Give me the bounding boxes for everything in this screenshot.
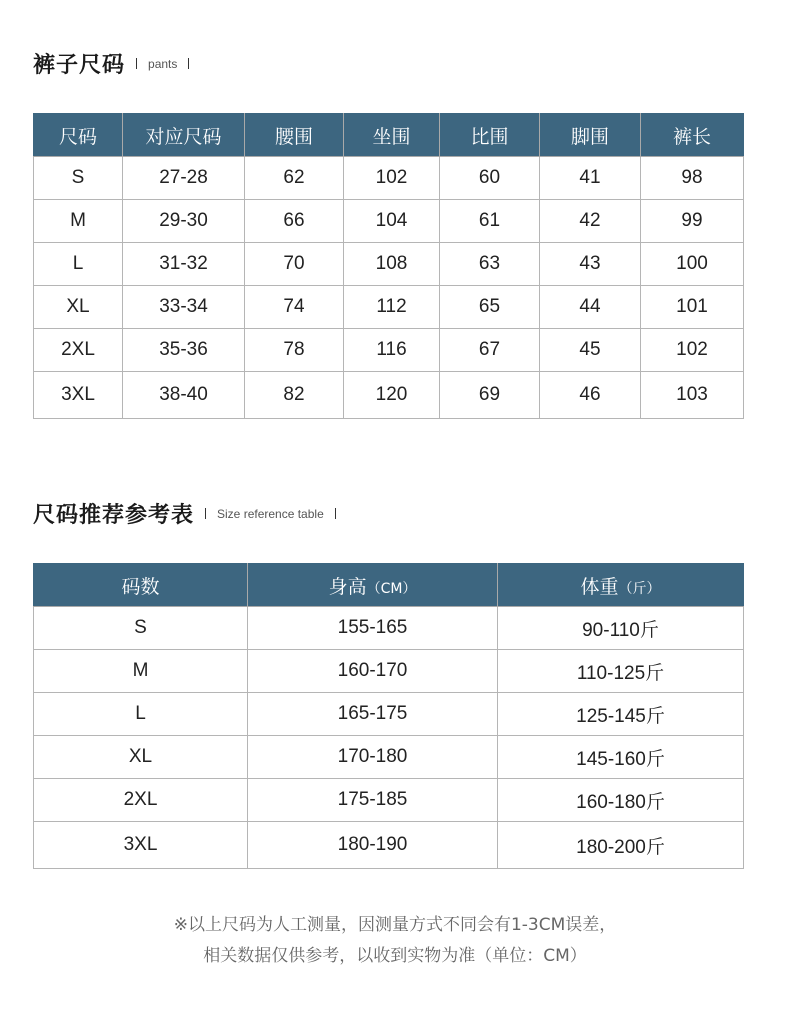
pants-size-table xyxy=(33,113,744,419)
table-cell: 90-110斤 xyxy=(498,607,744,650)
size-reference-table xyxy=(33,563,744,869)
table-cell: M xyxy=(34,650,248,693)
divider xyxy=(188,58,189,69)
table-cell: 2XL xyxy=(34,779,248,822)
table-cell: 180-200斤 xyxy=(498,822,744,869)
table-cell: 180-190 xyxy=(248,822,498,869)
divider xyxy=(335,508,336,519)
note-line-1: ※以上尺码为人工测量，因测量方式不同会有1-3CM误差， xyxy=(173,915,617,935)
table-cell: 160-170 xyxy=(248,650,498,693)
table-row xyxy=(34,650,744,693)
table-cell: M xyxy=(34,200,123,243)
table-cell: 31-32 xyxy=(123,243,245,286)
table-cell: 43 xyxy=(540,243,641,286)
table-cell: 101 xyxy=(641,286,744,329)
table-cell: 116 xyxy=(344,329,440,372)
table-row xyxy=(34,200,744,243)
table-cell: L xyxy=(34,243,123,286)
table-cell: 170-180 xyxy=(248,736,498,779)
table-cell: XL xyxy=(34,736,248,779)
table-row xyxy=(34,157,744,200)
table-cell: 62 xyxy=(245,157,344,200)
table-cell: 110-125斤 xyxy=(498,650,744,693)
table-cell: XL xyxy=(34,286,123,329)
col-header-size-code: 码数 xyxy=(34,564,248,607)
table-cell: 102 xyxy=(344,157,440,200)
table-cell: 46 xyxy=(540,372,641,419)
table-cell: 160-180斤 xyxy=(498,779,744,822)
table-row xyxy=(34,372,744,419)
table-cell: 70 xyxy=(245,243,344,286)
table-cell: 155-165 xyxy=(248,607,498,650)
table-cell: 63 xyxy=(440,243,540,286)
table-cell: 78 xyxy=(245,329,344,372)
table-header-row xyxy=(34,114,744,157)
note-line-2: 相关数据仅供参考，以收到实物为准（单位：CM） xyxy=(203,946,587,966)
col-header-thigh: 比围 xyxy=(440,114,540,157)
measurement-note xyxy=(0,910,790,972)
table-cell: 38-40 xyxy=(123,372,245,419)
table-cell: 66 xyxy=(245,200,344,243)
table-cell: 3XL xyxy=(34,822,248,869)
col-header-weight: 体重（斤） xyxy=(498,564,744,607)
table-cell: 82 xyxy=(245,372,344,419)
table-cell: 102 xyxy=(641,329,744,372)
col-header-equivalent-size: 对应尺码 xyxy=(123,114,245,157)
table-cell: 69 xyxy=(440,372,540,419)
table-cell: 29-30 xyxy=(123,200,245,243)
table-cell: 98 xyxy=(641,157,744,200)
table-cell: 104 xyxy=(344,200,440,243)
table-row xyxy=(34,693,744,736)
table-cell: 44 xyxy=(540,286,641,329)
reference-section-header xyxy=(33,498,347,529)
table-row xyxy=(34,243,744,286)
table-header-row xyxy=(34,564,744,607)
pants-title: 裤子尺码 xyxy=(33,53,126,78)
table-cell: 165-175 xyxy=(248,693,498,736)
table-cell: 65 xyxy=(440,286,540,329)
table-cell: 60 xyxy=(440,157,540,200)
unit-label: （CM） xyxy=(366,580,417,597)
table-cell: 33-34 xyxy=(123,286,245,329)
col-header-leg-opening: 脚围 xyxy=(540,114,641,157)
col-header-waist: 腰围 xyxy=(245,114,344,157)
table-cell: S xyxy=(34,607,248,650)
divider xyxy=(205,508,206,519)
table-cell: 112 xyxy=(344,286,440,329)
table-cell: 108 xyxy=(344,243,440,286)
table-cell: 45 xyxy=(540,329,641,372)
table-cell: 125-145斤 xyxy=(498,693,744,736)
col-header-hip: 坐围 xyxy=(344,114,440,157)
table-row xyxy=(34,286,744,329)
pants-subtitle: pants xyxy=(148,56,178,71)
table-cell: 120 xyxy=(344,372,440,419)
table-cell: 35-36 xyxy=(123,329,245,372)
table-cell: 41 xyxy=(540,157,641,200)
table-cell: 145-160斤 xyxy=(498,736,744,779)
unit-label: （斤） xyxy=(618,580,661,597)
table-cell: 100 xyxy=(641,243,744,286)
table-cell: 67 xyxy=(440,329,540,372)
table-cell: 27-28 xyxy=(123,157,245,200)
table-cell: 61 xyxy=(440,200,540,243)
reference-subtitle: Size reference table xyxy=(217,506,324,521)
reference-title: 尺码推荐参考表 xyxy=(33,503,195,528)
pants-section-header xyxy=(33,48,200,79)
table-cell: 3XL xyxy=(34,372,123,419)
col-header-length: 裤长 xyxy=(641,114,744,157)
table-cell: S xyxy=(34,157,123,200)
table-row xyxy=(34,607,744,650)
table-cell: 103 xyxy=(641,372,744,419)
table-cell: 2XL xyxy=(34,329,123,372)
table-row xyxy=(34,822,744,869)
table-row xyxy=(34,736,744,779)
col-header-size: 尺码 xyxy=(34,114,123,157)
table-cell: 42 xyxy=(540,200,641,243)
table-row xyxy=(34,329,744,372)
divider xyxy=(136,58,137,69)
table-cell: L xyxy=(34,693,248,736)
table-cell: 99 xyxy=(641,200,744,243)
table-row xyxy=(34,779,744,822)
col-header-height: 身高（CM） xyxy=(248,564,498,607)
table-cell: 74 xyxy=(245,286,344,329)
table-cell: 175-185 xyxy=(248,779,498,822)
